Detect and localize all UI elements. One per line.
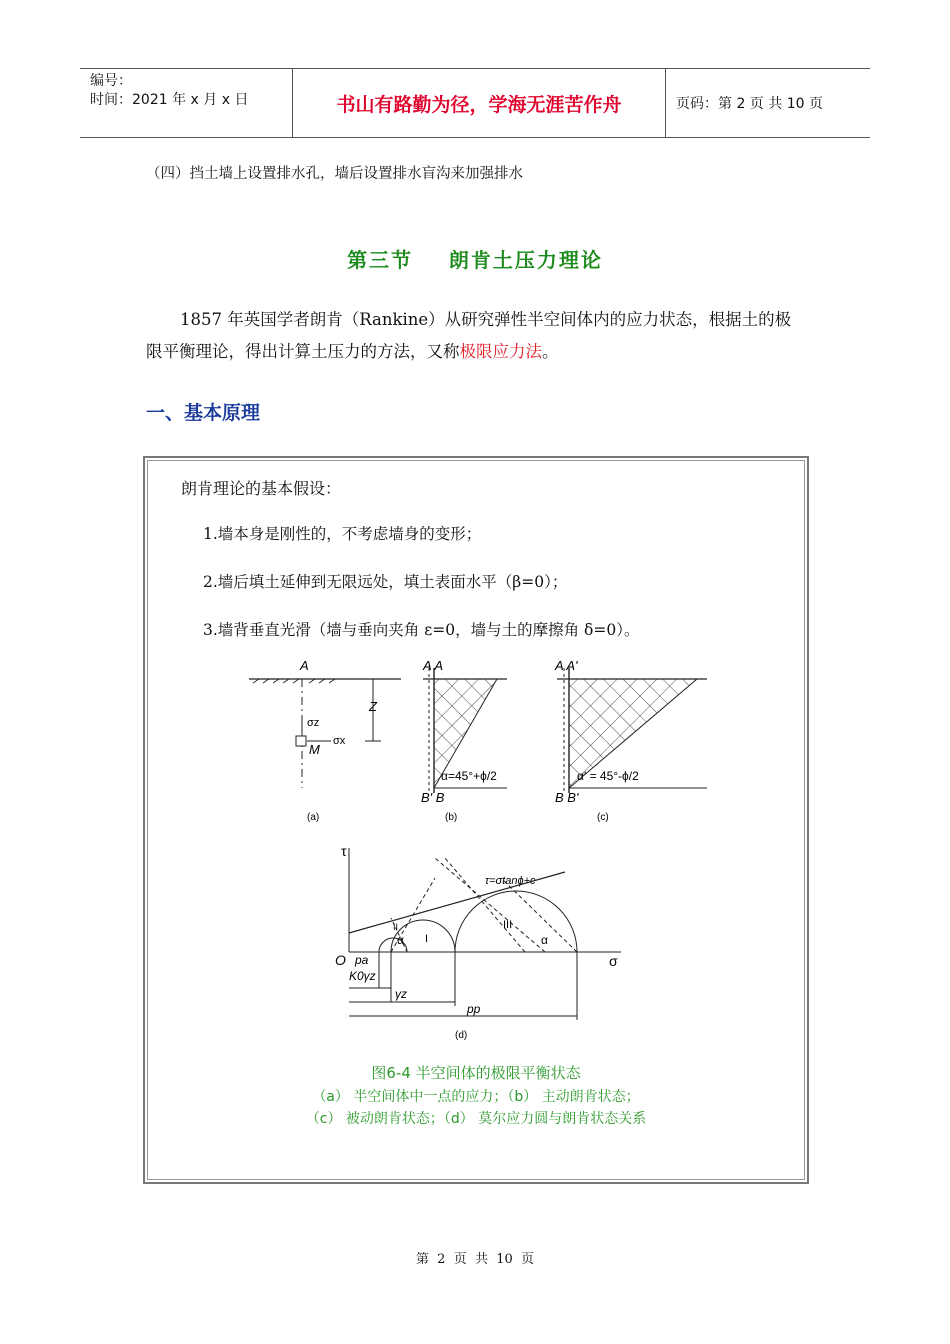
intro-paragraph bbox=[146, 304, 806, 368]
limit-stress-method: 极限应力法 bbox=[459, 342, 542, 361]
sub-b: (b) bbox=[445, 812, 458, 823]
pp-label: pp bbox=[467, 1002, 481, 1016]
figure-d bbox=[335, 843, 621, 1041]
header-motto: 书山有路勤为径，学海无涯苦作舟 bbox=[293, 69, 666, 137]
intro-end: 。 bbox=[542, 342, 559, 361]
sub-d: (d) bbox=[455, 1030, 468, 1041]
soil-element bbox=[296, 736, 306, 746]
header-page-info: 页码：第 2 页 共 10 页 bbox=[676, 96, 823, 112]
circle-I-label: I bbox=[425, 933, 429, 945]
assumption-item-3: 3.墙背垂直光滑（墙与垂向夹角 ε=0，墙与土的摩擦角 δ=0）。 bbox=[203, 621, 640, 639]
page-footer: 第 2 页 共 10 页 bbox=[415, 1252, 535, 1267]
figure-c bbox=[554, 658, 707, 823]
intro-text: 1857 年英国学者朗肯（Rankine）从研究弹性半空间体内的应力状态，根据土的极限平衡理论，得出计算土压力的方法，又称 bbox=[146, 310, 792, 361]
label-BB-b: B' B bbox=[421, 790, 445, 805]
label-sigma-z: σz bbox=[307, 717, 320, 729]
figure-caption-line1: （a） 半空间体中一点的应力；（b） 主动朗肯状态； bbox=[312, 1089, 640, 1105]
angle-c: α' = 45°-ϕ/2 bbox=[577, 769, 639, 783]
sub-c: (c) bbox=[597, 812, 609, 823]
drainage-line: （四）挡土墙上设置排水孔，墙后设置排水盲沟来加强排水 bbox=[146, 166, 523, 182]
label-AA-c: A A' bbox=[555, 658, 578, 673]
sigma-label: σ bbox=[609, 953, 618, 969]
assumption-box bbox=[143, 456, 809, 1184]
angle-b: α=45°+ϕ/2 bbox=[441, 769, 497, 783]
number-label: 编号： bbox=[90, 73, 132, 89]
pa-label: pa bbox=[355, 953, 369, 967]
figure-6-4 bbox=[145, 458, 807, 1058]
label-Z: Z bbox=[369, 699, 377, 714]
k0-label: K0γz bbox=[349, 969, 376, 983]
figure-b bbox=[421, 658, 507, 823]
heading-basic-principle: 一、基本原理 bbox=[146, 402, 261, 424]
origin-label: O bbox=[335, 952, 346, 968]
header-meta bbox=[80, 69, 293, 137]
label-A-a: A bbox=[300, 658, 309, 673]
gz-label: γz bbox=[395, 987, 407, 1001]
figure-a bbox=[249, 658, 401, 823]
section-title: 第三节 朗肯土压力理论 bbox=[347, 248, 603, 272]
label-sigma-x: σx bbox=[333, 735, 346, 747]
time-label: 时间：2021 年 x 月 x 日 bbox=[90, 92, 249, 108]
label-BB-c: B B' bbox=[555, 790, 579, 805]
figure-caption-line2: （c） 被动朗肯状态；（d） 莫尔应力圆与朗肯状态关系 bbox=[305, 1111, 647, 1127]
mohr-circle-III bbox=[455, 891, 577, 952]
sub-a: (a) bbox=[307, 812, 320, 823]
page-header bbox=[80, 68, 870, 138]
circle-II-label: II bbox=[393, 922, 399, 932]
assumption-intro: 朗肯理论的基本假设： bbox=[181, 479, 342, 498]
circle-III-label: III bbox=[503, 919, 513, 931]
assumption-item-2: 2.墙后填土延伸到无限远处，填土表面水平（β=0）； bbox=[203, 573, 568, 591]
tau-label: τ bbox=[341, 843, 347, 859]
label-M: M bbox=[309, 742, 320, 757]
figure-caption-title: 图6-4 半空间体的极限平衡状态 bbox=[371, 1064, 581, 1082]
assumption-item-1: 1.墙本身是刚性的，不考虑墙身的变形； bbox=[203, 525, 482, 543]
alpha-label-2: α bbox=[541, 933, 548, 947]
label-AA-b: A A bbox=[423, 658, 443, 673]
alpha-label-1: α bbox=[397, 933, 404, 947]
envelope-label: τ=σtanϕ+c bbox=[485, 875, 536, 887]
